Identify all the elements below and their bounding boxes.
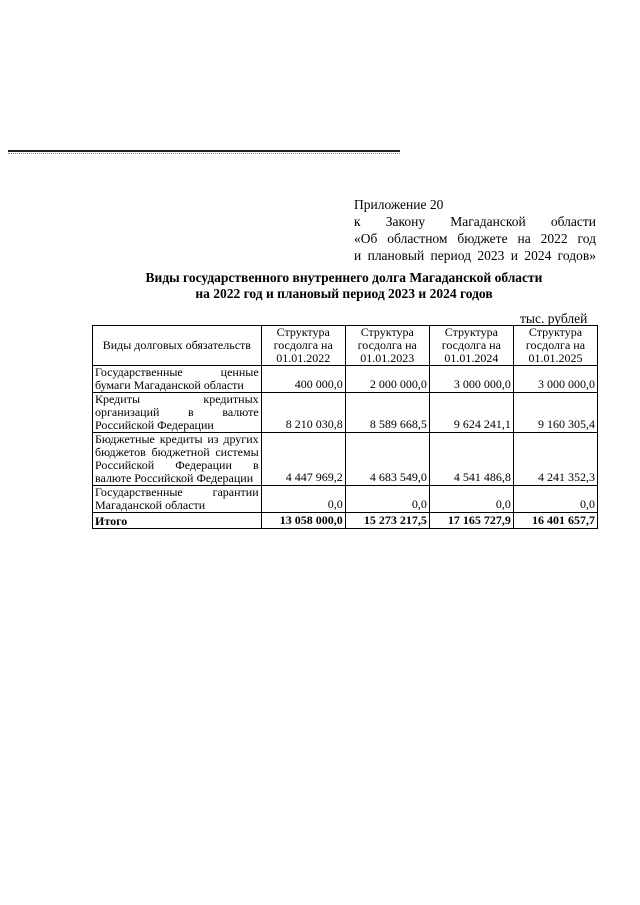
cell-value: 9 160 305,4 <box>513 393 597 433</box>
appendix-line-4: и плановый период 2023 и 2024 годов» <box>354 248 596 263</box>
total-value: 15 273 217,5 <box>345 513 429 529</box>
title-line-1: Виды государственного внутреннего долга Магаданской области <box>145 270 543 285</box>
row-name: Кредиты кредитных организаций в валюте Российской Федерации <box>93 393 262 433</box>
header-2023: Структура госдолга на 01.01.2023 <box>345 326 429 366</box>
appendix-line-2: к Закону Магаданской области <box>354 214 596 229</box>
cell-value: 2 000 000,0 <box>345 366 429 393</box>
cell-value: 3 000 000,0 <box>429 366 513 393</box>
table-row <box>93 486 598 513</box>
appendix-note <box>354 196 596 264</box>
cell-value: 400 000,0 <box>261 366 345 393</box>
cell-value: 0,0 <box>513 486 597 513</box>
table-row <box>93 393 598 433</box>
row-name: Государственные гарантии Магаданской области <box>93 486 262 513</box>
debt-table <box>92 325 598 529</box>
table-row <box>93 433 598 486</box>
title-line-2: на 2022 год и плановый период 2023 и 2024 годов <box>195 286 493 301</box>
cell-value: 0,0 <box>345 486 429 513</box>
cell-value: 8 210 030,8 <box>261 393 345 433</box>
appendix-line-3: «Об областном бюджете на 2022 год <box>354 231 596 246</box>
row-name: Государственные ценные бумаги Магаданской области <box>93 366 262 393</box>
total-value: 13 058 000,0 <box>261 513 345 529</box>
total-value: 17 165 727,9 <box>429 513 513 529</box>
cell-value: 4 683 549,0 <box>345 433 429 486</box>
cell-value: 8 589 668,5 <box>345 393 429 433</box>
cell-value: 0,0 <box>429 486 513 513</box>
table-header-row <box>93 326 598 366</box>
header-2025: Структура госдолга на 01.01.2025 <box>513 326 597 366</box>
cell-value: 0,0 <box>261 486 345 513</box>
cell-value: 4 541 486,8 <box>429 433 513 486</box>
total-label: Итого <box>93 513 262 529</box>
header-2022: Структура госдолга на 01.01.2022 <box>261 326 345 366</box>
header-debt-type: Виды долговых обязательств <box>93 326 262 366</box>
total-value: 16 401 657,7 <box>513 513 597 529</box>
table-row <box>93 366 598 393</box>
row-name: Бюджетные кредиты из других бюджетов бюджетной системы Российской Федерации в валюте Российской Федерации <box>93 433 262 486</box>
cell-value: 3 000 000,0 <box>513 366 597 393</box>
units-label: тыс. рублей <box>520 311 588 326</box>
total-row <box>93 513 598 529</box>
cell-value: 9 624 241,1 <box>429 393 513 433</box>
header-rule <box>8 150 400 152</box>
cell-value: 4 241 352,3 <box>513 433 597 486</box>
header-2024: Структура госдолга на 01.01.2024 <box>429 326 513 366</box>
appendix-line-1: Приложение 20 <box>354 197 444 212</box>
header-rule-dotted <box>8 153 400 154</box>
cell-value: 4 447 969,2 <box>261 433 345 486</box>
document-title <box>90 270 598 302</box>
